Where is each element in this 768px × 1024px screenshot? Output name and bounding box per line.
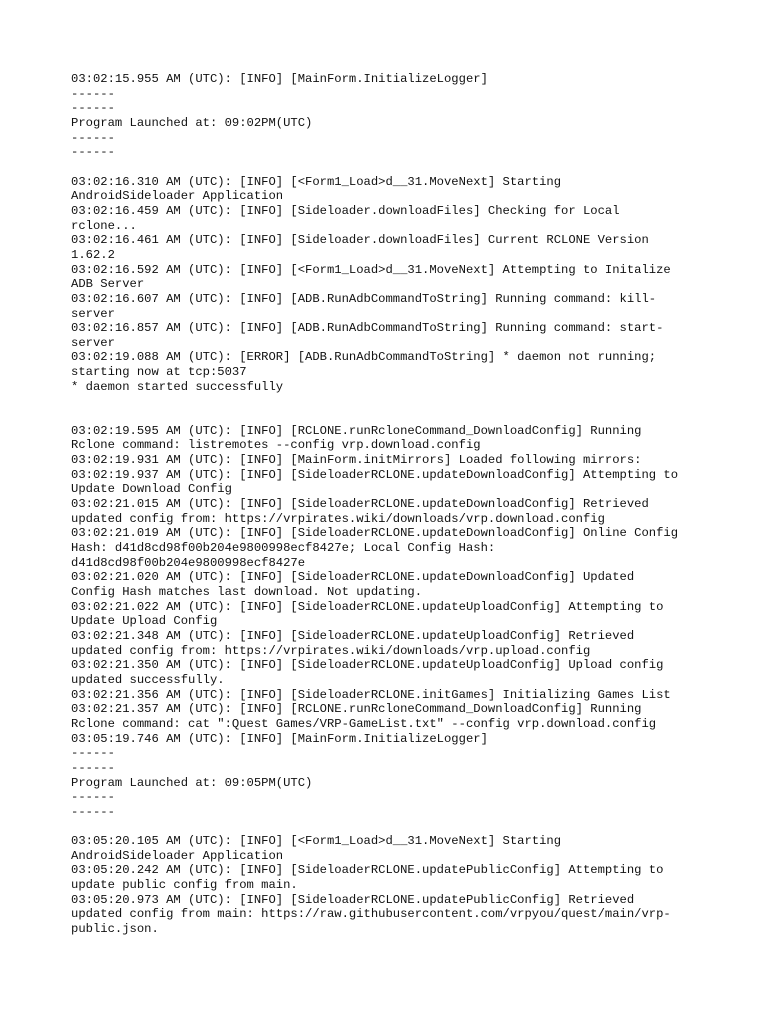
log-page	[71, 72, 711, 937]
log-text: 03:02:15.955 AM (UTC): [INFO] [MainForm.InitializeLogger] ------ ------ Program Launched at: 09:02PM(UTC) ------ ------ 03:02:16.310 AM (UTC): [INFO] [<Form1_Load>d__31.MoveNext] Starting AndroidSideloader Application 03:02:16.459 AM (UTC): [INFO] [Sideloader.downloadFiles] Checking for Local rclone... 03:02:16.461 AM (UTC): [INFO] [Sideloader.downloadFiles] Current RCLONE Version 1.62.2 03:02:16.592 AM (UTC): [INFO] [<Form1_Load>d__31.MoveNext] Attempting to Initalize ADB Server 03:02:16.607 AM (UTC): [INFO] [ADB.RunAdbCommandToString] Running command: kill- server 03:02:16.857 AM (UTC): [INFO] [ADB.RunAdbCommandToString] Running command: start- server 03:02:19.088 AM (UTC): [ERROR] [ADB.RunAdbCommandToString] * daemon not running; starting now at tcp:5037 * daemon started successfully 03:02:19.595 AM (UTC): [INFO] [RCLONE.runRcloneCommand_DownloadConfig] Running Rclone command: listremotes --config vrp.download.config 03:02:19.931 AM (UTC): [INFO] [MainForm.initMirrors] Loaded following mirrors: 03:02:19.937 AM (UTC): [INFO] [SideloaderRCLONE.updateDownloadConfig] Attempting to Update Download Config 03:02:21.015 AM (UTC): [INFO] [SideloaderRCLONE.updateDownloadConfig] Retrieved updated config from: https://vrpirates.wiki/downloads/vrp.download.config 03:02:21.019 AM (UTC): [INFO] [SideloaderRCLONE.updateDownloadConfig] Online Config Hash: d41d8cd98f00b204e9800998ecf8427e; Local Config Hash: d41d8cd98f00b204e9800998ecf8427e 03:02:21.020 AM (UTC): [INFO] [SideloaderRCLONE.updateDownloadConfig] Updated Config Hash matches last download. Not updating. 03:02:21.022 AM (UTC): [INFO] [SideloaderRCLONE.updateUploadConfig] Attempting to Update Upload Config 03:02:21.348 AM (UTC): [INFO] [SideloaderRCLONE.updateUploadConfig] Retrieved updated config from: https://vrpirates.wiki/downloads/vrp.upload.config 03:02:21.350 AM (UTC): [INFO] [SideloaderRCLONE.updateUploadConfig] Upload config updated successfully. 03:02:21.356 AM (UTC): [INFO] [SideloaderRCLONE.initGames] Initializing Games List 03:02:21.357 AM (UTC): [INFO] [RCLONE.runRcloneCommand_DownloadConfig] Running Rclone command: cat ":Quest Games/VRP-GameList.txt" --config vrp.download.config 03:05:19.746 AM (UTC): [INFO] [MainForm.InitializeLogger] ------ ------ Program Launched at: 09:05PM(UTC) ------ ------ 03:05:20.105 AM (UTC): [INFO] [<Form1_Load>d__31.MoveNext] Starting AndroidSideloader Application 03:05:20.242 AM (UTC): [INFO] [SideloaderRCLONE.updatePublicConfig] Attempting to update public config from main. 03:05:20.973 AM (UTC): [INFO] [SideloaderRCLONE.updatePublicConfig] Retrieved updated config from main: https://raw.githubusercontent.com/vrpyou/quest/main/vrp- public.json.	[71, 72, 679, 937]
